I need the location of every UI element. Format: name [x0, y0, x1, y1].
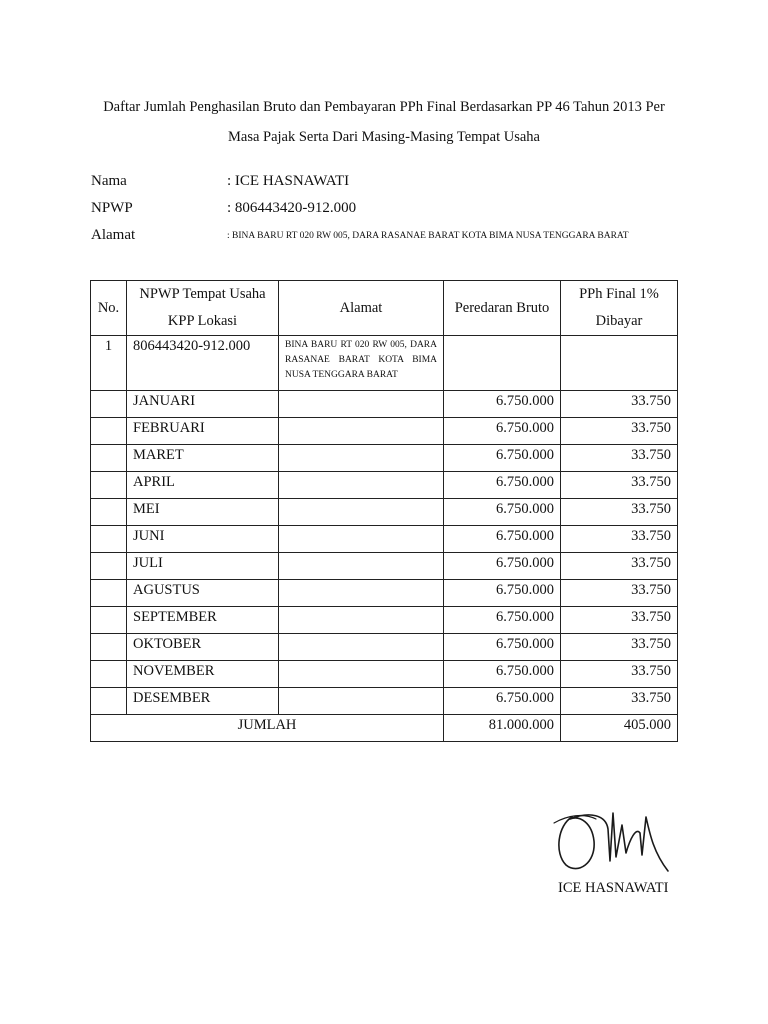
row-pph: 33.750: [561, 499, 678, 526]
row-no: [91, 472, 127, 499]
document-title: [60, 92, 708, 152]
row-no: [91, 661, 127, 688]
first-row-bruto: [444, 336, 561, 391]
row-month: FEBRUARI: [127, 418, 279, 445]
row-month: JULI: [127, 553, 279, 580]
row-month: NOVEMBER: [127, 661, 279, 688]
first-row-no: 1: [91, 336, 127, 391]
row-month: APRIL: [127, 472, 279, 499]
alamat-value: : BINA BARU RT 020 RW 005, DARA RASANAE BARAT KOTA BIMA NUSA TENGGARA BARAT: [227, 231, 629, 241]
row-bruto: 6.750.000: [444, 499, 561, 526]
table-row: [91, 634, 678, 661]
row-bruto: 6.750.000: [444, 580, 561, 607]
row-bruto: 6.750.000: [444, 688, 561, 715]
row-bruto: 6.750.000: [444, 634, 561, 661]
row-month: DESEMBER: [127, 688, 279, 715]
row-alamat: [279, 634, 444, 661]
table-row: [91, 580, 678, 607]
row-alamat: [279, 445, 444, 472]
row-pph: 33.750: [561, 391, 678, 418]
header-peredaran: Peredaran Bruto: [444, 281, 561, 336]
row-no: [91, 418, 127, 445]
alamat-label: Alamat: [91, 227, 136, 243]
table-row: [91, 607, 678, 634]
title-line-2: Masa Pajak Serta Dari Masing-Masing Tempat Usaha: [227, 129, 540, 145]
row-bruto: 6.750.000: [444, 418, 561, 445]
table-row: [91, 661, 678, 688]
first-row-npwp: 806443420-912.000: [127, 336, 279, 391]
table-row: [91, 553, 678, 580]
row-pph: 33.750: [561, 607, 678, 634]
row-pph: 33.750: [561, 472, 678, 499]
row-no: [91, 634, 127, 661]
table-row: [91, 418, 678, 445]
header-pph-line1: PPh Final 1%: [579, 286, 659, 302]
total-row: [91, 715, 678, 742]
row-pph: 33.750: [561, 553, 678, 580]
header-npwp-line1: NPWP Tempat Usaha: [139, 286, 266, 302]
header-npwp: [127, 281, 279, 336]
row-month: JUNI: [127, 526, 279, 553]
row-no: [91, 499, 127, 526]
row-pph: 33.750: [561, 445, 678, 472]
row-pph: 33.750: [561, 418, 678, 445]
row-month: AGUSTUS: [127, 580, 279, 607]
header-row: [91, 281, 678, 336]
first-row-alamat: BINA BARU RT 020 RW 005, DARA RASANAE BARAT KOTA BIMA NUSA TENGGARA BARAT: [279, 336, 444, 391]
row-no: [91, 607, 127, 634]
header-no: No.: [91, 281, 127, 336]
row-month: MARET: [127, 445, 279, 472]
header-pph-line2: Dibayar: [595, 313, 643, 329]
row-pph: 33.750: [561, 526, 678, 553]
total-pph: 405.000: [561, 715, 678, 742]
row-no: [91, 580, 127, 607]
row-bruto: 6.750.000: [444, 472, 561, 499]
header-alamat: Alamat: [279, 281, 444, 336]
row-alamat: [279, 688, 444, 715]
row-no: [91, 445, 127, 472]
total-label: JUMLAH: [91, 715, 444, 742]
row-no: [91, 391, 127, 418]
row-month: JANUARI: [127, 391, 279, 418]
row-no: [91, 526, 127, 553]
npwp-label: NPWP: [91, 200, 133, 216]
handwritten-signature-icon: [550, 805, 680, 877]
row-bruto: 6.750.000: [444, 391, 561, 418]
total-bruto: 81.000.000: [444, 715, 561, 742]
row-bruto: 6.750.000: [444, 553, 561, 580]
row-alamat: [279, 661, 444, 688]
nama-label: Nama: [91, 173, 127, 189]
row-no: [91, 553, 127, 580]
row-alamat: [279, 472, 444, 499]
table-row: [91, 499, 678, 526]
title-line-1: Daftar Jumlah Penghasilan Bruto dan Pembayaran PPh Final Berdasarkan PP 46 Tahun 2013 Per: [103, 99, 665, 115]
table-row: [91, 688, 678, 715]
first-row: [91, 336, 678, 391]
table-row: [91, 445, 678, 472]
row-alamat: [279, 553, 444, 580]
nama-value: : ICE HASNAWATI: [227, 173, 350, 189]
row-alamat: [279, 418, 444, 445]
table-row: [91, 526, 678, 553]
row-pph: 33.750: [561, 580, 678, 607]
header-npwp-line2: KPP Lokasi: [167, 313, 238, 329]
row-pph: 33.750: [561, 661, 678, 688]
table-row: [91, 472, 678, 499]
row-no: [91, 688, 127, 715]
table-row: [91, 391, 678, 418]
first-row-pph: [561, 336, 678, 391]
row-alamat: [279, 580, 444, 607]
income-table: [90, 280, 678, 742]
row-bruto: 6.750.000: [444, 661, 561, 688]
row-bruto: 6.750.000: [444, 526, 561, 553]
row-bruto: 6.750.000: [444, 607, 561, 634]
signatory-name: ICE HASNAWATI: [558, 880, 669, 896]
row-bruto: 6.750.000: [444, 445, 561, 472]
row-alamat: [279, 526, 444, 553]
row-alamat: [279, 499, 444, 526]
header-pph: [561, 281, 678, 336]
row-month: MEI: [127, 499, 279, 526]
row-pph: 33.750: [561, 688, 678, 715]
row-month: OKTOBER: [127, 634, 279, 661]
npwp-value: : 806443420-912.000: [227, 200, 357, 216]
row-alamat: [279, 607, 444, 634]
row-pph: 33.750: [561, 634, 678, 661]
row-alamat: [279, 391, 444, 418]
row-month: SEPTEMBER: [127, 607, 279, 634]
